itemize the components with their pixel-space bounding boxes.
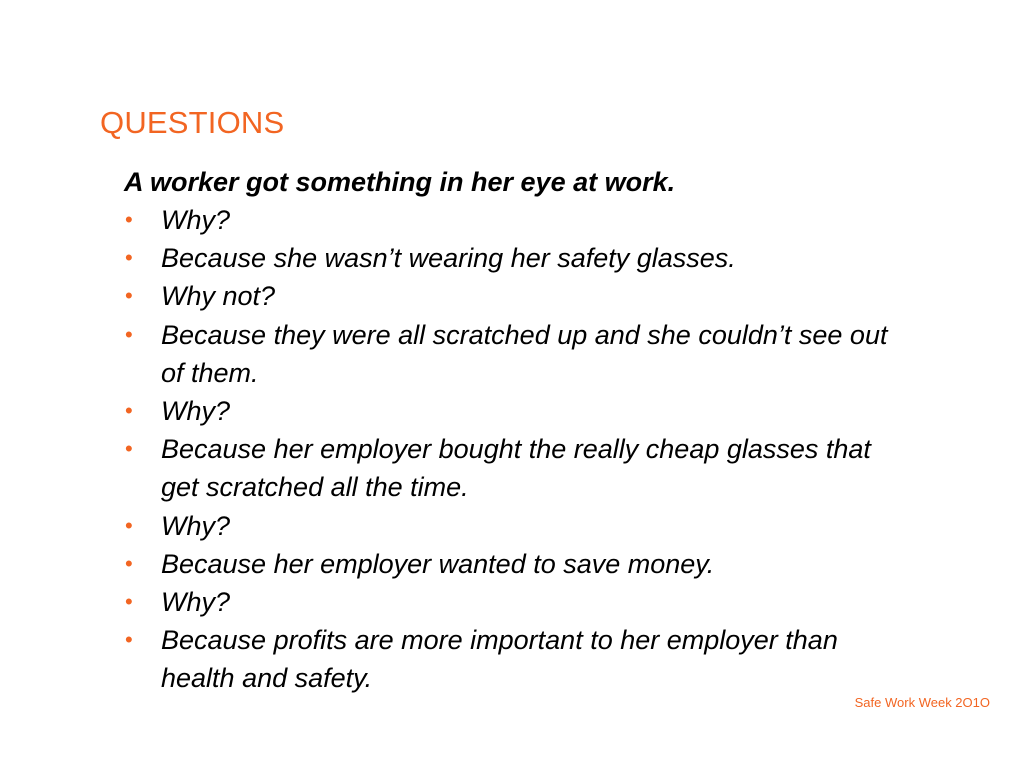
bullet-icon: • [125,245,133,271]
slide-title: QUESTIONS [100,105,285,140]
bullet-text: Why? [161,587,231,618]
bullet-icon: • [125,283,133,309]
bullet-item-7 [124,507,924,545]
bullet-item-4 [124,316,924,392]
bullet-item-9 [124,583,924,621]
bullet-item-1 [124,201,924,239]
bullet-icon: • [125,398,133,424]
bullet-item-5 [124,392,924,430]
bullet-text: Why not? [161,281,276,312]
bullet-text: Because she wasn’t wearing her safety glasses. [161,243,736,274]
bullet-item-6 [124,430,924,506]
bullet-text: Why? [161,205,231,235]
bullet-icon: • [125,589,133,615]
bullet-icon: • [125,512,133,538]
bullet-text: Why? [161,396,231,427]
bullet-text: Because her employer wanted to save money. [161,548,715,579]
bullet-icon: • [125,207,133,232]
bullet-text: Because profits are more important to her employer than health and safety. [161,625,838,694]
bullet-icon: • [125,436,133,462]
lead-statement: A worker got something in her eye at work. [124,167,676,197]
bullet-text: Because her employer bought the really cheap glasses that get scratched all the time. [161,434,871,503]
bullet-item-2 [124,239,924,277]
footer-caption: Safe Work Week 2O1O [854,695,990,710]
bullet-icon: • [125,627,133,653]
bullet-text: Because they were all scratched up and she couldn’t see out of them. [161,319,888,388]
bullet-text: Why? [161,510,231,541]
bullet-item-8 [124,545,924,583]
bullet-item-10 [124,621,924,697]
bullet-item-3 [124,277,924,315]
bullet-list [124,201,924,698]
bullet-icon: • [125,321,133,347]
bullet-icon: • [125,550,133,576]
